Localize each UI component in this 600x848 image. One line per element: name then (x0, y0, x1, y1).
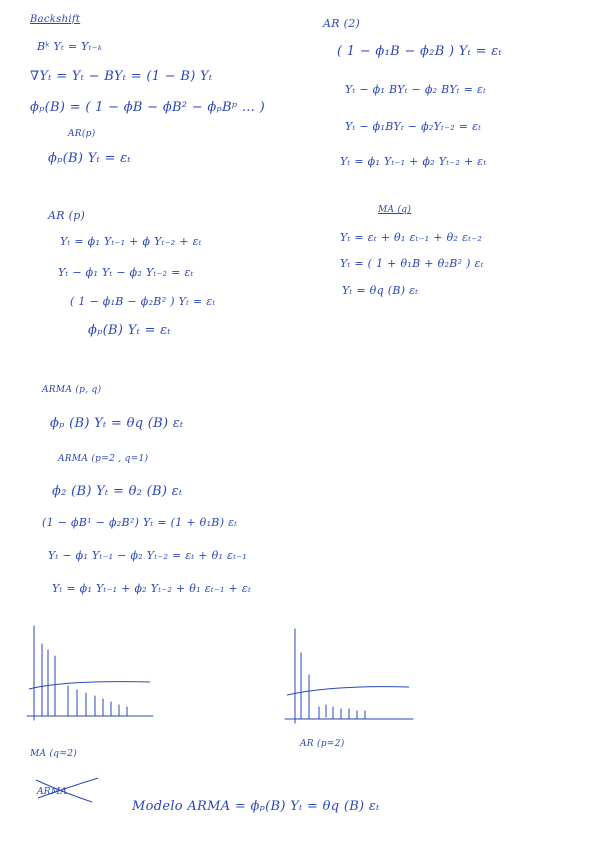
ar-p-line-1: Yₜ = ϕ₁ Yₜ₋₁ + ϕ Yₜ₋₂ + εₜ (60, 235, 202, 248)
ar-p-line-4: ϕₚ(B) Yₜ = εₜ (88, 323, 171, 338)
ar-sketch-confidence-band (287, 687, 409, 695)
ar-p-line-3: ( 1 − ϕ₁B − ϕ₂B² ) Yₜ = εₜ (70, 295, 216, 308)
struck-arma-label: ARMA (37, 787, 68, 797)
model-summary-line: Modelo ARMA = ϕₚ(B) Yₜ = θq (B) εₜ (132, 799, 380, 814)
ar2-line-4: Yₜ = ϕ₁ Yₜ₋₁ + ϕ₂ Yₜ₋₂ + εₜ (340, 155, 487, 168)
arma-line-3: ϕ₂ (B) Yₜ = θ₂ (B) εₜ (52, 484, 183, 499)
arma-line-4: (1 − ϕB¹ − ϕ₂B²) Yₜ = (1 + θ₁B) εₜ (42, 516, 238, 529)
ar2-line-3: Yₜ − ϕ₁BYₜ − ϕ₂Yₜ₋₂ = εₜ (345, 120, 482, 133)
backshift-line-2: ∇Yₜ = Yₜ − BYₜ = (1 − B) Yₜ (30, 69, 213, 84)
ar2-line-2: Yₜ − ϕ₁ BYₜ − ϕ₂ BYₜ = εₜ (345, 83, 487, 96)
backshift-line-4: AR(p) (68, 129, 96, 139)
ar-p-title: AR (p) (48, 209, 86, 222)
ma-q-line-3: Yₜ = θq (B) εₜ (342, 284, 419, 297)
ar-sketch-label: AR (p=2) (300, 739, 345, 749)
ar2-title: AR (2) (323, 17, 361, 30)
ma-sketch-plot (25, 622, 155, 722)
backshift-title: Backshift (30, 14, 81, 25)
strikeout-cross (32, 776, 102, 804)
ar-sketch-plot (283, 625, 418, 725)
backshift-line-5: ϕₚ(B) Yₜ = εₜ (48, 151, 131, 166)
backshift-line-3: ϕₚ(B) = ( 1 − ϕB − ϕB² − ϕₚBᵖ ... ) (30, 100, 265, 115)
ma-sketch-confidence-band (29, 682, 150, 689)
arma-line-1: ϕₚ (B) Yₜ = θq (B) εₜ (50, 416, 184, 431)
arma-line-5: Yₜ − ϕ₁ Yₜ₋₁ − ϕ₂ Yₜ₋₂ = εₜ + θ₁ εₜ₋₁ (48, 549, 248, 562)
ar2-line-1: ( 1 − ϕ₁B − ϕ₂B ) Yₜ = εₜ (337, 44, 503, 59)
ar-p-line-2: Yₜ − ϕ₁ Yₜ − ϕ₂ Yₜ₋₂ = εₜ (58, 266, 194, 279)
arma-line-2: ARMA (p=2 , q=1) (58, 454, 149, 464)
ma-q-line-2: Yₜ = ( 1 + θ₁B + θ₂B² ) εₜ (340, 257, 484, 270)
ma-sketch-label: MA (q=2) (30, 749, 78, 759)
ma-q-title: MA (q) (378, 205, 412, 215)
backshift-line-1: Bᵏ Yₜ = Yₜ₋ₖ (37, 40, 103, 53)
ma-q-line-1: Yₜ = εₜ + θ₁ εₜ₋₁ + θ₂ εₜ₋₂ (340, 231, 483, 244)
arma-title: ARMA (p, q) (42, 385, 102, 395)
arma-line-6: Yₜ = ϕ₁ Yₜ₋₁ + ϕ₂ Yₜ₋₂ + θ₁ εₜ₋₁ + εₜ (52, 582, 252, 595)
